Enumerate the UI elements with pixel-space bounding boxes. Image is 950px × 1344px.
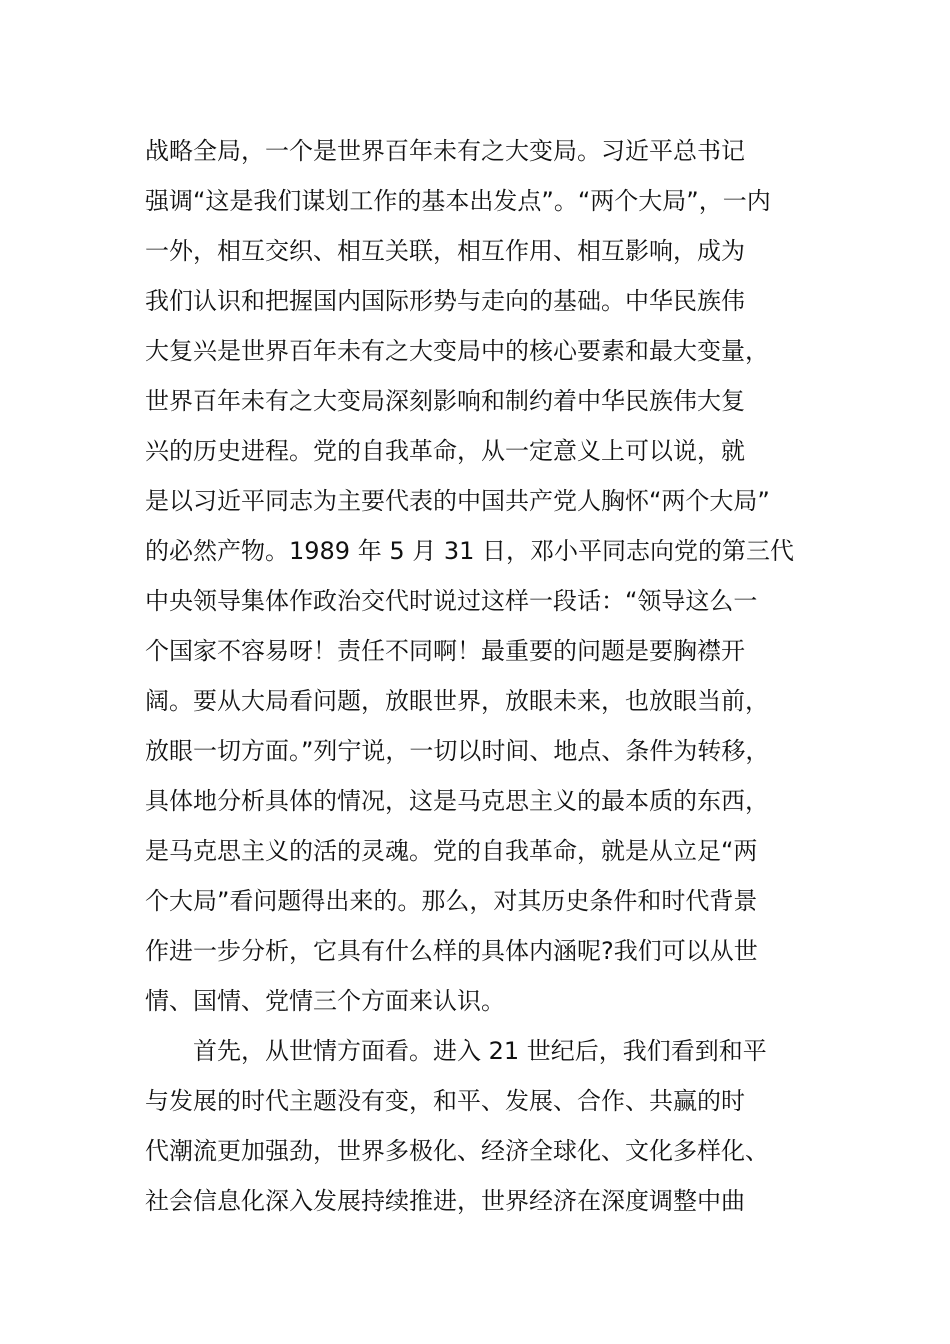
text-line: 的必然产物。1989 年 5 月 31 日，邓小平同志向党的第三代 (145, 537, 795, 565)
text-line: 是以习近平同志为主要代表的中国共产党人胸怀“两个大局” (145, 487, 770, 515)
text-line: 大复兴是世界百年未有之大变局中的核心要素和最大变量， (145, 337, 769, 365)
text-line: 与发展的时代主题没有变，和平、发展、合作、共赢的时 (145, 1087, 745, 1115)
body-text (145, 126, 825, 1226)
text-line: 作进一步分析，它具有什么样的具体内涵呢?我们可以从世 (145, 937, 758, 965)
text-line: 首先，从世情方面看。进入 21 世纪后，我们看到和平 (145, 1037, 767, 1065)
text-line: 社会信息化深入发展持续推进，世界经济在深度调整中曲 (145, 1187, 745, 1215)
text-line: 是马克思主义的活的灵魂。党的自我革命，就是从立足“两 (145, 837, 758, 865)
text-line: 放眼一切方面。”列宁说，一切以时间、地点、条件为转移， (145, 737, 770, 765)
text-line: 兴的历史进程。党的自我革命，从一定意义上可以说，就 (145, 437, 745, 465)
text-line: 具体地分析具体的情况，这是马克思主义的最本质的东西， (145, 787, 769, 815)
text-line: 战略全局，一个是世界百年未有之大变局。习近平总书记 (145, 137, 745, 165)
text-line: 情、国情、党情三个方面来认识。 (145, 987, 505, 1015)
text-line: 世界百年未有之大变局深刻影响和制约着中华民族伟大复 (145, 387, 745, 415)
text-line: 代潮流更加强劲，世界多极化、经济全球化、文化多样化、 (145, 1137, 769, 1165)
text-line: 阔。要从大局看问题，放眼世界，放眼未来，也放眼当前， (145, 687, 769, 715)
text-line: 我们认识和把握国内国际形势与走向的基础。中华民族伟 (145, 287, 745, 315)
text-line: 一外，相互交织、相互关联，相互作用、相互影响，成为 (145, 237, 745, 265)
text-line: 个大局”看问题得出来的。那么，对其历史条件和时代背景 (145, 887, 758, 915)
text-line: 中央领导集体作政治交代时说过这样一段话：“领导这么一 (145, 587, 758, 615)
text-line: 个国家不容易呀！责任不同啊！最重要的问题是要胸襟开 (145, 637, 745, 665)
text-line: 强调“这是我们谋划工作的基本出发点”。“两个大局”，一内 (145, 187, 771, 215)
